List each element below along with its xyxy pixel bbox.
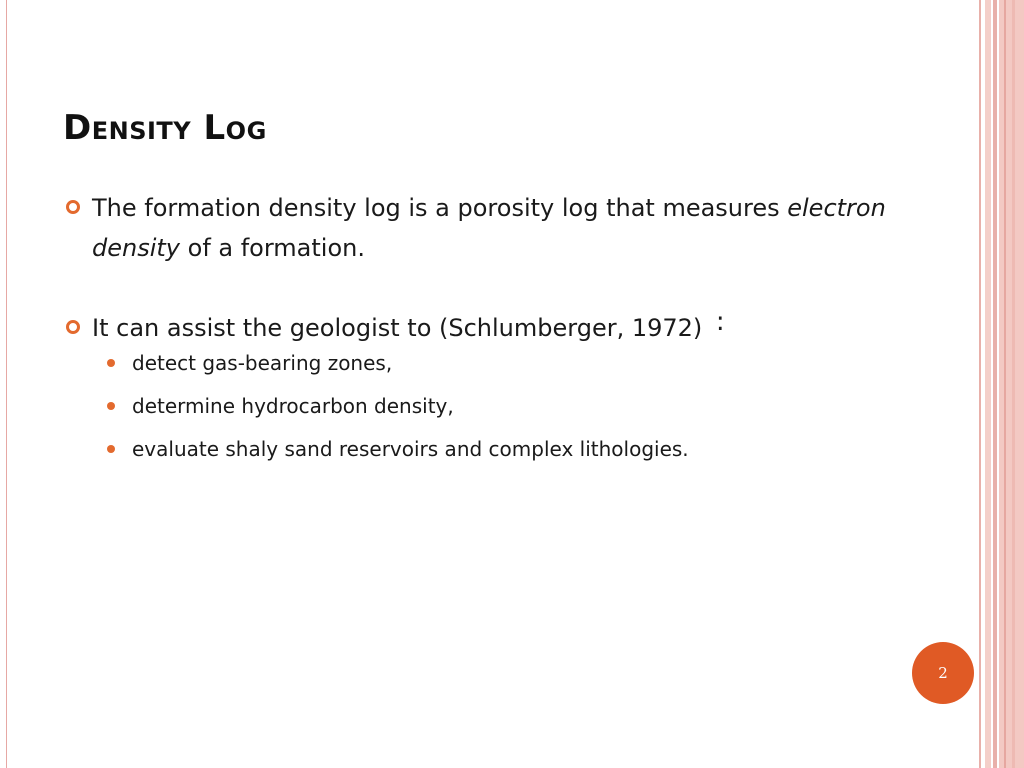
sub-bullet-text: evaluate shaly sand reservoirs and complex lithologies. bbox=[132, 437, 689, 461]
sub-bullet-text: detect gas-bearing zones, bbox=[132, 351, 393, 375]
ring-bullet-icon bbox=[66, 200, 80, 214]
ring-bullet-icon bbox=[66, 320, 80, 334]
bullet-text: The formation density log is a porosity log that measures bbox=[92, 194, 788, 222]
bullet-emphasis: electron density bbox=[92, 194, 886, 262]
left-border bbox=[0, 0, 7, 768]
sub-bullet-item bbox=[66, 342, 946, 385]
sub-bullet-item bbox=[66, 428, 946, 471]
slide-content bbox=[66, 188, 946, 471]
dot-bullet-icon bbox=[107, 402, 115, 410]
bullet-text: It can assist the geologist to (Schlumberger, 1972) bbox=[92, 314, 710, 342]
right-border-stripe bbox=[993, 0, 997, 768]
bullet-text: of a formation. bbox=[180, 234, 365, 262]
dot-bullet-icon bbox=[107, 359, 115, 367]
page-number-badge bbox=[912, 642, 974, 704]
bullet-colon: : bbox=[715, 307, 725, 337]
sub-bullet-item bbox=[66, 385, 946, 428]
right-border-stripe bbox=[1004, 0, 1006, 768]
right-border-stripe bbox=[985, 0, 991, 768]
page-number: 2 bbox=[938, 664, 948, 682]
bullet-item bbox=[66, 188, 946, 268]
right-border-stripe bbox=[979, 0, 981, 768]
dot-bullet-icon bbox=[107, 445, 115, 453]
sub-bullet-text: determine hydrocarbon density, bbox=[132, 394, 454, 418]
slide-title: Density Log bbox=[63, 108, 267, 148]
right-border-stripe bbox=[1012, 0, 1015, 768]
sub-bullet-list bbox=[66, 342, 946, 471]
